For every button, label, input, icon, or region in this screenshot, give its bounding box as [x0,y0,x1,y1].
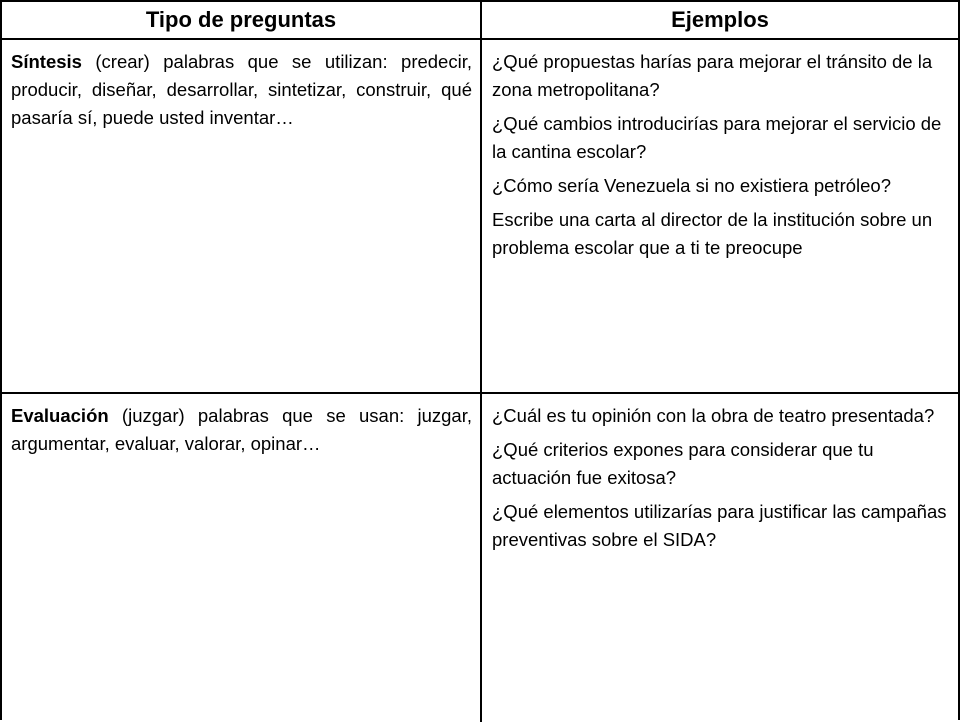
example-question: Escribe una carta al director de la institución sobre un problema escolar que a ti te preocupe [492,209,933,258]
table-row [2,40,958,394]
example-question: ¿Qué cambios introducirías para mejorar el servicio de la cantina escolar? [492,113,942,162]
example-question: ¿Cómo sería Venezuela si no existiera petróleo? [492,175,891,196]
category-description: (juzgar) palabras que se usan: juzgar, argumentar, evaluar, valorar, opinar… [11,405,472,454]
example-question: ¿Qué elementos utilizarías para justificar las campañas preventivas sobre el SIDA? [492,501,947,550]
category-cell [2,40,482,392]
category-description: (crear) palabras que se utilizan: predecir, producir, diseñar, desarrollar, sintetizar, construir, qué pasaría sí, puede usted inventar… [11,51,472,128]
table-header-row [2,2,958,40]
table-row [2,394,958,722]
example-question: ¿Qué propuestas harías para mejorar el tránsito de la zona metropolitana? [492,51,933,100]
example-question: ¿Qué criterios expones para considerar que tu actuación fue exitosa? [492,439,874,488]
header-question-type: Tipo de preguntas [2,2,482,38]
examples-cell [482,394,958,722]
header-examples: Ejemplos [671,7,769,32]
category-term: Evaluación [11,405,109,426]
example-question: ¿Cuál es tu opinión con la obra de teatro presentada? [492,405,935,426]
category-cell [2,394,482,722]
examples-cell [482,40,958,392]
category-term: Síntesis [11,51,82,72]
